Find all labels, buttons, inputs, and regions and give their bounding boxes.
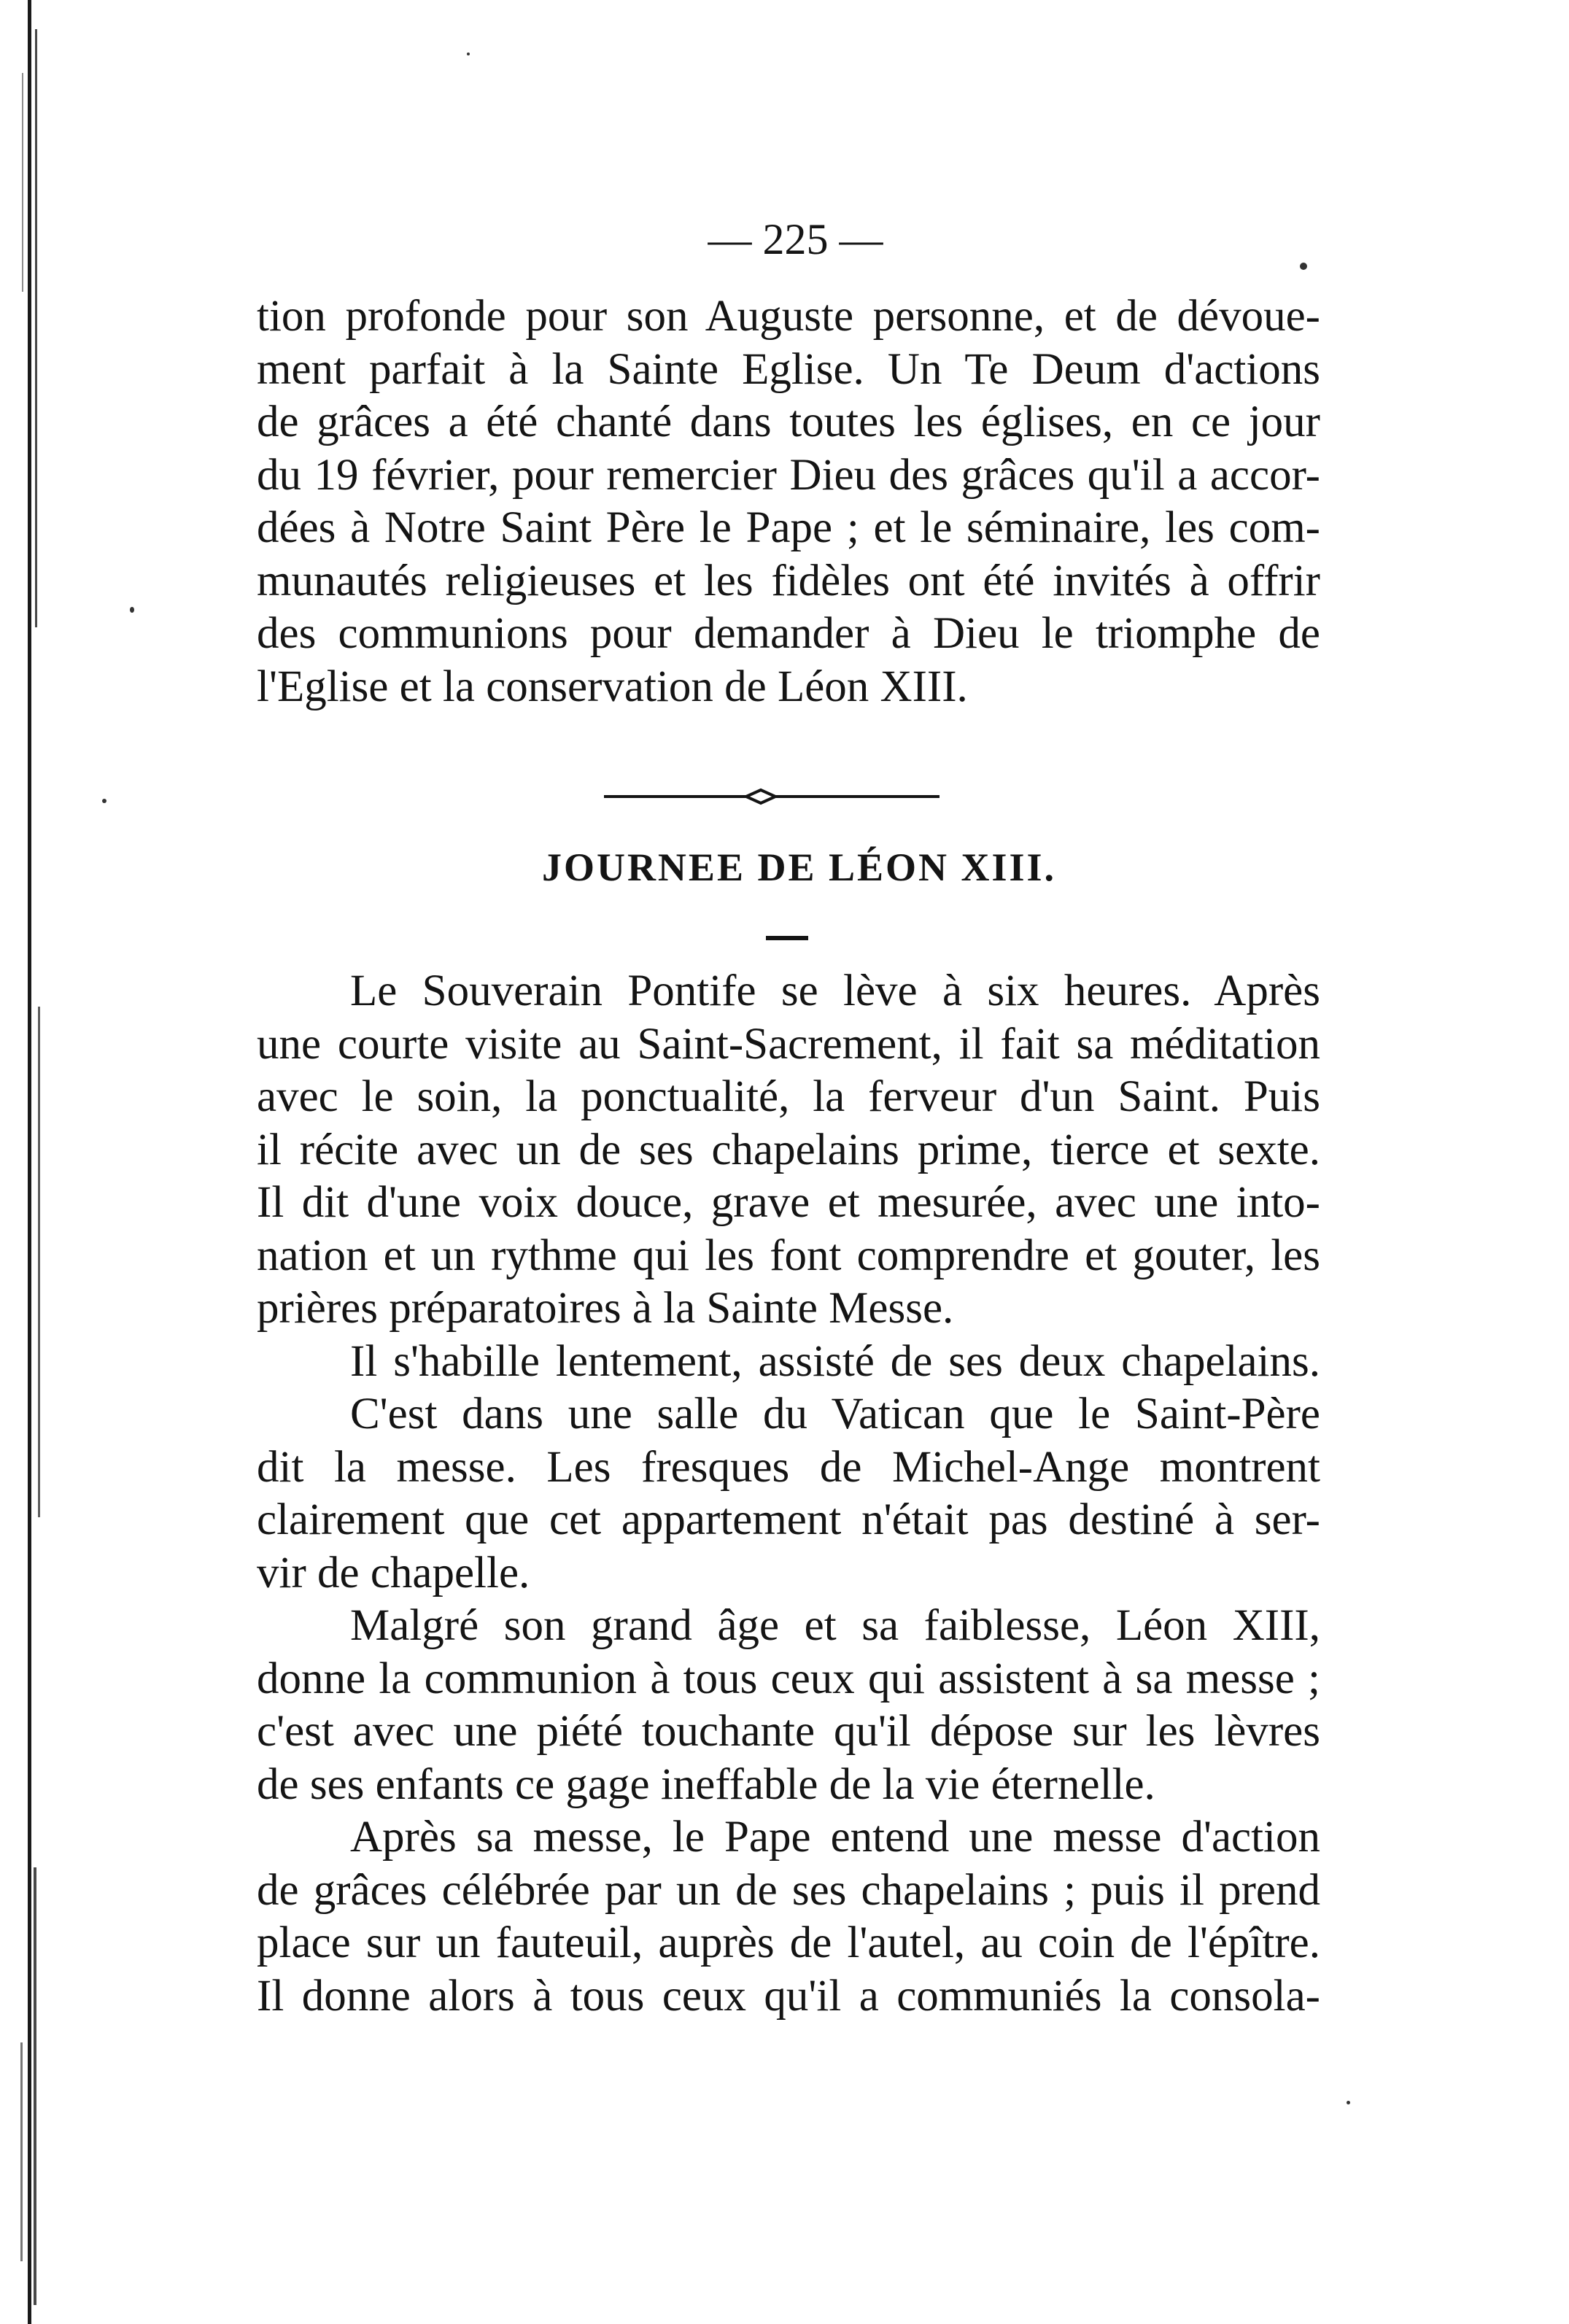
ornamental-separator bbox=[604, 786, 940, 807]
ink-speck bbox=[1347, 2101, 1350, 2104]
text-line: Il dit d'une voix douce, grave et mesurée, avec une into- bbox=[257, 1178, 1320, 1227]
text-line: l'Eglise et la conservation de Léon XIII. bbox=[257, 662, 968, 711]
text-line: avec le soin, la ponctualité, la ferveur d'un Saint. Puis bbox=[257, 1072, 1320, 1121]
text-line: c'est avec une piété touchante qu'il dépose sur les lèvres bbox=[257, 1707, 1320, 1756]
text-line: Malgré son grand âge et sa faiblesse, Léon XIII, bbox=[350, 1601, 1320, 1650]
binding-edge bbox=[0, 0, 66, 2324]
text-line: prières préparatoires à la Sainte Messe. bbox=[257, 1284, 954, 1333]
text-line: de ses enfants ce gage ineffable de la vie éternelle. bbox=[257, 1759, 1155, 1809]
text-line: dit la messe. Les fresques de Michel-Ange montrent bbox=[257, 1442, 1320, 1492]
text-line: donne la communion à tous ceux qui assistent à sa messe ; bbox=[257, 1654, 1320, 1703]
section-heading: JOURNEE DE LÉON XIII. bbox=[541, 845, 1057, 889]
text-line: une courte visite au Saint-Sacrement, il fait sa méditation bbox=[257, 1019, 1320, 1069]
text-line: nation et un rythme qui les font comprendre et gouter, les bbox=[257, 1231, 1320, 1280]
paragraph-continued bbox=[257, 290, 1320, 713]
text-line: dées à Notre Saint Père le Pape ; et le séminaire, les com- bbox=[257, 503, 1320, 552]
text-line: vir de chapelle. bbox=[257, 1548, 530, 1597]
text-line: tion profonde pour son Auguste personne, et de dévoue- bbox=[257, 292, 1320, 341]
short-rule bbox=[766, 936, 808, 940]
ink-speck bbox=[467, 53, 470, 55]
text-line: des communions pour demander à Dieu le triomphe de bbox=[257, 609, 1320, 658]
text-line: Il donne alors à tous ceux qu'il a communiés la consola- bbox=[257, 1971, 1320, 2021]
text-line: place sur un fauteuil, auprès de l'autel, au coin de l'épître. bbox=[257, 1918, 1320, 1967]
ink-speck bbox=[1300, 263, 1307, 270]
text-line: de grâces célébrée par un de ses chapelains ; puis il prend bbox=[257, 1865, 1320, 1915]
text-line: de grâces a été chanté dans toutes les églises, en ce jour bbox=[257, 398, 1320, 446]
text-line: du 19 février, pour remercier Dieu des grâces qu'il a accor- bbox=[257, 450, 1320, 500]
text-line: Après sa messe, le Pape entend une messe d'action bbox=[350, 1813, 1320, 1862]
page-number: — 225 — bbox=[708, 215, 883, 263]
text-line: ment parfait à la Sainte Eglise. Un Te Deum d'actions bbox=[257, 344, 1320, 394]
text-line: clairement que cet appartement n'était pas destiné à ser- bbox=[257, 1495, 1320, 1544]
text-line: Le Souverain Pontife se lève à six heures. Après bbox=[350, 967, 1320, 1015]
ink-speck bbox=[102, 799, 106, 803]
text-line: C'est dans une salle du Vatican que le Saint-Père bbox=[350, 1390, 1320, 1438]
text-line: Il s'habille lentement, assisté de ses deux chapelains. bbox=[350, 1336, 1320, 1386]
section-body bbox=[257, 965, 1320, 2023]
text-line: il récite avec un de ses chapelains prime, tierce et sexte. bbox=[257, 1125, 1320, 1174]
text-line: munautés religieuses et les fidèles ont été invités à offrir bbox=[257, 556, 1320, 605]
ink-speck bbox=[130, 607, 134, 613]
